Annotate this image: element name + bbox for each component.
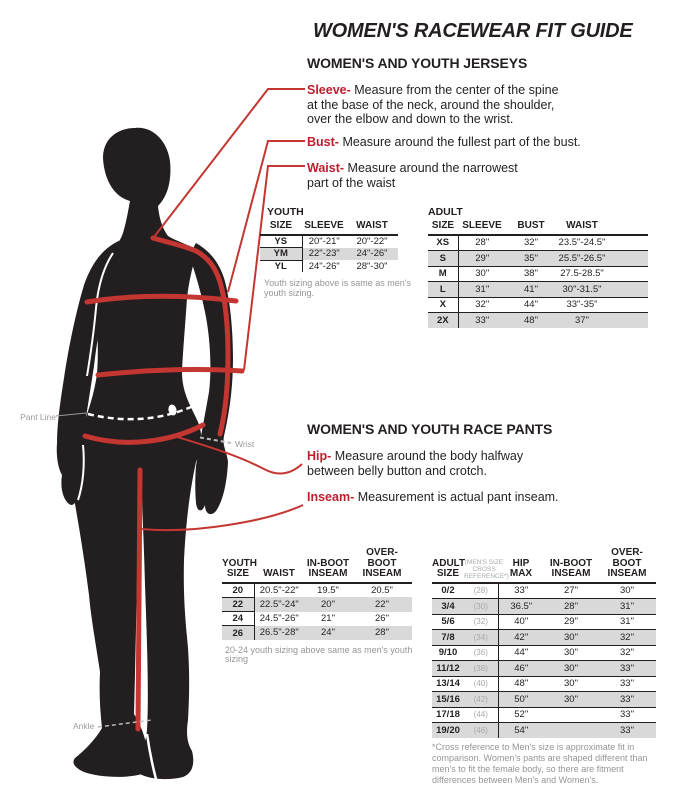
- jerseys-section-heading: WOMEN'S AND YOUTH JERSEYS: [307, 55, 528, 71]
- pants-section-heading: WOMEN'S AND YOUTH RACE PANTS: [307, 421, 553, 437]
- bust-label: Bust-: [307, 135, 339, 149]
- youth-jersey-table: [260, 206, 411, 298]
- table-cell: L: [428, 282, 458, 298]
- column-header: SLEEVE: [458, 221, 506, 235]
- hip-text: Measure around the body halfway between belly button and crotch.: [307, 449, 524, 478]
- table-row: [428, 251, 648, 267]
- table-cell: XS: [428, 235, 458, 251]
- column-header: WAIST: [346, 221, 398, 235]
- adult-jersey-table: [428, 206, 648, 328]
- table-row: [260, 235, 398, 248]
- table-cell: 30": [598, 583, 656, 599]
- table-cell: 20": [304, 597, 352, 611]
- table-cell: YM: [260, 248, 302, 261]
- table-cell: 32": [598, 645, 656, 661]
- table-cell: 28": [458, 235, 506, 251]
- column-header: SIZE: [428, 221, 458, 235]
- table-cell: X: [428, 297, 458, 313]
- table-cell: 29": [458, 251, 506, 267]
- table-cell: 15/16: [432, 692, 464, 708]
- table-cell: S: [428, 251, 458, 267]
- column-header-line: SIZE: [436, 568, 460, 579]
- table-cell: 33": [598, 707, 656, 723]
- table-cell: 20"-22": [356, 236, 388, 247]
- table-row: [432, 614, 656, 630]
- column-header-line: INSEAM: [308, 568, 348, 579]
- wrist-label: Wrist: [235, 439, 255, 449]
- table-cell: 30"-31.5": [556, 282, 648, 298]
- table-cell: 24.5"-26": [259, 613, 299, 625]
- waist-measure-note: [307, 161, 537, 190]
- column-header: [598, 548, 656, 583]
- table-row: [432, 630, 656, 646]
- column-header-line: INSEAM: [607, 568, 647, 579]
- inseam-label: Inseam-: [307, 490, 355, 504]
- table-row: [428, 266, 648, 282]
- table-header-row: [428, 221, 648, 235]
- table-cell: 33": [598, 692, 656, 708]
- table-cell: 20"-21": [308, 236, 340, 247]
- woman-silhouette: [70, 128, 201, 779]
- table-row: [432, 692, 656, 708]
- table-cell: 11/12: [432, 661, 464, 677]
- table-cell: (42): [464, 692, 498, 708]
- table-cell: (36): [464, 645, 498, 661]
- table-cell: 9/10: [432, 645, 464, 661]
- table-row: [432, 676, 656, 692]
- table-cell: (30): [464, 599, 498, 615]
- column-header: [352, 548, 412, 583]
- table-row: [428, 313, 648, 328]
- table-cell: 21": [321, 613, 335, 625]
- table-row: [260, 260, 398, 272]
- table-cell: (32): [464, 614, 498, 630]
- table-cell: (28): [464, 583, 498, 599]
- table-cell: 32": [598, 630, 656, 646]
- hip-label: Hip-: [307, 449, 332, 463]
- column-header: WAIST: [254, 548, 304, 583]
- inseam-measure-line: [138, 470, 140, 729]
- table-cell: 33": [598, 676, 656, 692]
- table-cell: 27": [544, 583, 598, 599]
- table-cell: 33"-35": [556, 297, 648, 313]
- bust-text: Measure around the fullest part of the bust.: [342, 135, 581, 149]
- table-cell: 33": [498, 583, 544, 599]
- table-cell: 24"-26": [308, 260, 340, 272]
- table-row: [432, 723, 656, 738]
- column-header-line: SIZE: [226, 568, 250, 579]
- table-cell: [544, 707, 598, 723]
- table-cell: 30": [544, 661, 598, 677]
- table-cell: 30": [458, 266, 506, 282]
- adult-pants-footnote: *Cross reference to Men's size is approximate fit in comparison. Women's pants are shaped different than men's to fit the female body, so there are fitment differences between Men's and Women's.: [432, 741, 648, 785]
- table-row: [432, 599, 656, 615]
- adult-pants-table: [432, 548, 656, 786]
- bust-measure-note: [307, 135, 637, 150]
- table-cell: 50": [498, 692, 544, 708]
- table-row: [428, 297, 648, 313]
- table-cell: 33": [458, 313, 506, 328]
- table-cell: YS: [260, 235, 302, 248]
- column-header-line: OVER-BOOT: [611, 547, 643, 569]
- inseam-text: Measurement is actual pant inseam.: [357, 490, 559, 504]
- table-cell: 26": [375, 613, 389, 625]
- youth-pants-note: 20-24 youth sizing above same as men's youth sizing: [225, 644, 413, 665]
- column-header-line: IN-BOOT: [549, 557, 593, 569]
- waist-text: Measure around the narrowest part of the waist: [307, 161, 518, 190]
- table-cell: 23.5"-24.5": [556, 235, 648, 251]
- table-header-row: [222, 548, 412, 583]
- column-header: [544, 548, 598, 583]
- column-header-line: INSEAM: [362, 568, 402, 579]
- table-cell: 19/20: [432, 723, 464, 738]
- table-cell: M: [428, 266, 458, 282]
- table-cell: 19.5": [317, 584, 339, 596]
- table-cell: 26: [222, 626, 254, 640]
- table-cell: 22: [222, 597, 254, 611]
- table-cell: 22.5"-24": [254, 597, 304, 611]
- table-header-row: [260, 221, 398, 235]
- adult-jersey-table-title: ADULT: [428, 206, 463, 218]
- table-cell: 24"-26": [346, 248, 398, 261]
- hip-measure-note: [307, 449, 565, 478]
- youth-jersey-table-title: YOUTH: [267, 206, 304, 218]
- column-header-line: HIP: [512, 557, 530, 569]
- table-cell: 33": [598, 661, 656, 677]
- column-header-line: ADULT: [432, 557, 466, 569]
- table-cell: 20.5"-22": [259, 584, 299, 596]
- inseam-measure-note: [307, 490, 637, 505]
- column-header: [464, 548, 509, 583]
- table-cell: 41": [506, 282, 556, 298]
- table-cell: 38": [506, 266, 556, 282]
- table-cell: 52": [498, 707, 544, 723]
- table-cell: 24: [222, 612, 254, 626]
- table-cell: 31": [598, 614, 656, 630]
- table-cell: 3/4: [432, 599, 464, 615]
- table-cell: 22": [352, 597, 412, 611]
- youth-jersey-note: Youth sizing above is same as men's youth sizing.: [264, 278, 411, 298]
- table-row: [432, 583, 656, 599]
- table-cell: 44": [498, 645, 544, 661]
- table-cell: 29": [544, 614, 598, 630]
- table-cell: 25.5"-26.5": [556, 251, 648, 267]
- column-header-line: IN-BOOT: [306, 557, 350, 569]
- table-cell: (40): [464, 676, 498, 692]
- table-row: [260, 248, 398, 261]
- table-cell: 30": [544, 692, 598, 708]
- table-cell: 46": [498, 661, 544, 677]
- table-cell: [544, 723, 598, 738]
- table-row: [222, 597, 412, 611]
- table-cell: 44": [506, 297, 556, 313]
- table-cell: 30": [544, 676, 598, 692]
- table-cell: 26.5"-28": [254, 626, 304, 640]
- table-cell: 24": [304, 626, 352, 640]
- sleeve-measure-note: [307, 83, 562, 127]
- table-cell: 27.5-28.5": [556, 266, 648, 282]
- table-cell: 42": [498, 630, 544, 646]
- column-header: SIZE: [260, 221, 302, 235]
- table-row: [432, 645, 656, 661]
- column-header: BUST: [506, 221, 556, 235]
- table-cell: 32": [506, 235, 556, 251]
- table-row: [428, 282, 648, 298]
- table-cell: 37": [556, 313, 648, 328]
- page-title: WOMEN'S RACEWEAR FIT GUIDE: [313, 20, 633, 42]
- table-header-row: [432, 548, 656, 583]
- table-cell: 30": [544, 645, 598, 661]
- table-cell: 32": [458, 297, 506, 313]
- table-cell: 5/6: [432, 614, 464, 630]
- table-cell: 7/8: [432, 630, 464, 646]
- column-header: [304, 548, 352, 583]
- table-row: [222, 583, 412, 598]
- table-cell: (34): [464, 630, 498, 646]
- table-cell: (38): [464, 661, 498, 677]
- table-cell: 28": [352, 626, 412, 640]
- table-cell: 31": [458, 282, 506, 298]
- table-cell: 17/18: [432, 707, 464, 723]
- column-header: [222, 548, 257, 583]
- table-cell: 20.5": [371, 584, 393, 596]
- ankle-label: Ankle: [73, 721, 95, 731]
- table-cell: 22"-23": [302, 248, 346, 261]
- waist-label: Waist-: [307, 161, 345, 175]
- table-cell: 48": [506, 313, 556, 328]
- youth-pants-table: [222, 548, 412, 665]
- sleeve-text: Measure from the center of the spine at the base of the neck, around the shoulder, over the elbow and down to the wrist.: [307, 83, 559, 126]
- column-header-line: YOUTH: [222, 557, 257, 569]
- table-cell: 28"-30": [356, 260, 388, 272]
- table-cell: (46): [464, 723, 498, 738]
- table-cell: 28": [544, 599, 598, 615]
- table-row: [432, 661, 656, 677]
- column-header: [432, 548, 464, 583]
- table-row: [428, 235, 648, 251]
- mens-size-cross-reference-header: (MEN'S SIZE CROSS REFERENCE*): [464, 558, 509, 580]
- table-cell: 54": [498, 723, 544, 738]
- column-header: SLEEVE: [302, 221, 346, 235]
- table-cell: YL: [260, 260, 302, 272]
- table-row: [222, 626, 412, 640]
- table-cell: 40": [498, 614, 544, 630]
- table-cell: 31": [598, 599, 656, 615]
- table-cell: (44): [464, 707, 498, 723]
- table-cell: 35": [506, 251, 556, 267]
- table-cell: 30": [544, 630, 598, 646]
- column-header-line: MAX: [509, 568, 533, 579]
- column-header-line: OVER-BOOT: [366, 547, 398, 569]
- sleeve-label: Sleeve-: [307, 83, 351, 97]
- pant-line-label: Pant Line: [20, 412, 56, 422]
- table-cell: 13/14: [432, 676, 464, 692]
- table-cell: 36.5": [498, 599, 544, 615]
- table-cell: 48": [498, 676, 544, 692]
- column-header: WAIST: [556, 221, 648, 235]
- table-cell: 20: [222, 583, 254, 598]
- table-cell: 0/2: [432, 583, 464, 599]
- table-row: [222, 612, 412, 626]
- table-cell: 33": [598, 723, 656, 738]
- table-row: [432, 707, 656, 723]
- column-header-line: INSEAM: [551, 568, 591, 579]
- table-cell: 2X: [428, 313, 458, 328]
